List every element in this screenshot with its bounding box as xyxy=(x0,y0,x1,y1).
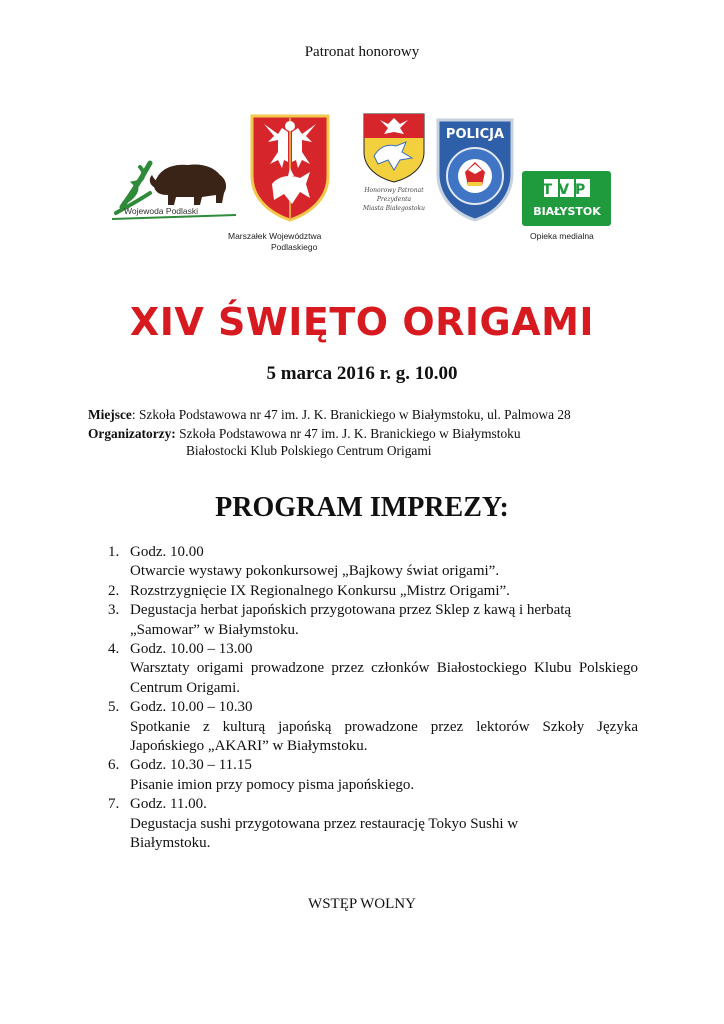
item-desc: „Samowar” w Białymstoku. xyxy=(130,621,299,638)
place-label: Miejsce xyxy=(88,407,132,422)
program-item: 4. Godz. 10.00 – 13.00 Warsztaty origami prowadzone przez członków Białostockiego Klubu Polskiego Centrum Origami. xyxy=(108,640,638,698)
program-item: 7. Godz. 11.00. Degustacja sushi przygotowana przez restaurację Tokyo Sushi w Białymstoku. xyxy=(108,795,638,853)
organizers-label: Organizatorzy: xyxy=(88,426,176,441)
tvp-bialystok-logo xyxy=(522,171,611,226)
program-item: 3. Degustacja herbat japońskich przygotowana przez Sklep z kawą i herbatą „Samowar” w Białymstoku. xyxy=(108,601,638,640)
item-head: Godz. 10.00 xyxy=(130,544,204,560)
policja-badge xyxy=(432,116,518,222)
place-line xyxy=(88,405,571,424)
prezydent-text-3: Miasta Białegostoku xyxy=(362,205,426,212)
marszalek-coat-of-arms xyxy=(248,112,332,222)
bialystok-text: BIAŁYSTOK xyxy=(533,205,601,218)
item-desc: Warsztaty origami prowadzone przez członków Białostockiego Klubu Polskiego Centrum Origami. xyxy=(130,660,638,696)
program-item: 2. Rozstrzygnięcie IX Regionalnego Konkursu „Mistrz Origami”. xyxy=(108,582,510,599)
program-heading: PROGRAM IMPREZY: xyxy=(215,492,509,523)
tvp-text: TVP xyxy=(542,182,592,198)
item-head: Godz. 10.00 – 10.30 xyxy=(130,699,253,716)
program-list xyxy=(108,543,638,854)
event-date: 5 marca 2016 r. g. 10.00 xyxy=(266,363,458,384)
item-head: Godz. 10.00 – 13.00 xyxy=(130,641,253,658)
patronat-heading: Patronat honorowy xyxy=(304,44,420,60)
free-entry: WSTĘP WOLNY xyxy=(308,896,416,912)
item-head: Degustacja herbat japońskich przygotowana przez Sklep z kawą i herbatą xyxy=(130,602,572,619)
program-item: 6. Godz. 10.30 – 11.15 Pisanie imion przy pomocy pisma japońskiego. xyxy=(108,756,638,795)
item-head: Godz. 10.30 – 11.15 xyxy=(130,757,252,774)
prezydent-text-1: Honorowy Patronat xyxy=(364,187,424,194)
caption-marszalek-1: Marszałek Województwa xyxy=(228,231,322,241)
caption-opieka-medialna: Opieka medialna xyxy=(530,231,594,241)
organizers-value-1: Szkoła Podstawowa nr 47 im. J. K. Branickiego w Białymstoku xyxy=(175,426,521,441)
program-item: 5. Godz. 10.00 – 10.30 Spotkanie z kulturą japońską prowadzone przez lektorów Szkoły Języka Japońskiego „AKARI” w Białymstoku. xyxy=(108,698,638,756)
program-item: 1. Godz. 10.00 Otwarcie wystawy pokonkursowej „Bajkowy świat origami”. xyxy=(108,543,638,582)
wojewoda-podlaski-logo xyxy=(110,145,238,225)
prezydent-text-2: Prezydenta xyxy=(376,196,412,203)
item-desc: Degustacja sushi przygotowana przez restaurację Tokyo Sushi w Białymstoku. xyxy=(130,815,519,852)
item-head: Rozstrzygnięcie IX Regionalnego Konkursu „Mistrz Origami”. xyxy=(130,582,510,599)
policja-text: POLICJA xyxy=(445,127,505,142)
item-desc: Spotkanie z kulturą japońską prowadzone przez lektorów Szkoły Języka Japońskiego „AKARI” w Białymstoku. xyxy=(130,718,638,755)
caption-marszalek-2: Podlaskiego xyxy=(271,242,318,252)
organizers-value-2: Białostocki Klub Polskiego Centrum Origami xyxy=(186,443,432,458)
prezydent-bialegostoku-coat-of-arms xyxy=(358,112,430,217)
item-desc: Otwarcie wystawy pokonkursowej „Bajkowy świat origami”. xyxy=(130,563,500,580)
item-head: Godz. 11.00. xyxy=(130,796,207,813)
item-desc: Pisanie imion przy pomocy pisma japońskiego. xyxy=(130,776,415,793)
place-value: : Szkoła Podstawowa nr 47 im. J. K. Branickiego w Białymstoku, ul. Palmowa 28 xyxy=(131,407,571,422)
wojewoda-logo-text: Wojewoda Podlaski xyxy=(124,206,199,216)
event-title: XIV ŚWIĘTO ORIGAMI xyxy=(129,300,595,344)
